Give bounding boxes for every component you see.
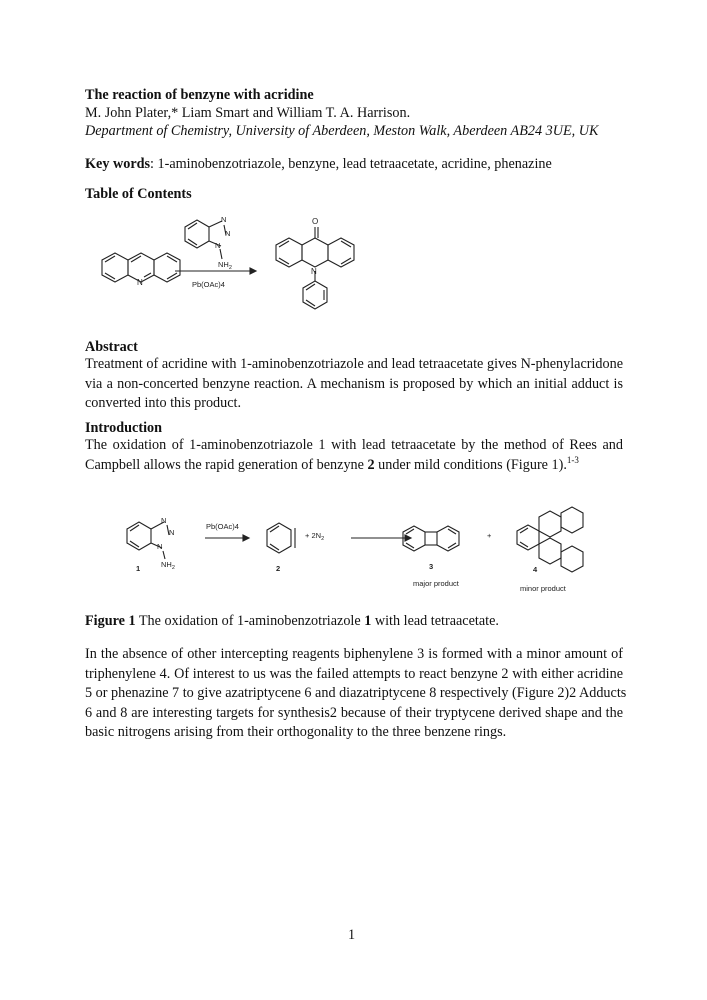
page-number: 1 [348,927,356,943]
figure1-reagent: Pb(OAc)4 [206,522,239,531]
svg-text:O: O [312,217,319,226]
svg-text:N: N [221,215,227,224]
svg-text:+: + [487,531,492,540]
body-paragraph: In the absence of other intercepting reagents biphenylene 3 is formed with a minor amount of triphenylene 4. Of interest to us was the failed attempts to react benzyne 2 with either acridine 5 or phenazine 7 to give azatriptycene 6 and diazatriptycene 8 respectively (Figure 2)2 Adducts 6 and 8 are interesting targets for synthesis2 because of their tryptycene derived shape and the basic nitrogens arising from their orthogonality to the three benzene rings. [85,646,627,741]
toc-reaction-scheme [80,205,380,330]
svg-text:2: 2 [276,564,281,573]
svg-text:NH2: $NH_2$ [161,560,175,571]
abstract-body: Treatment of acridine with 1-aminobenzotriazole and lead tetraacetate gives N-phenylacridone via a non-concerted benzyne reaction. A mechanism is proposed by which an initial adduct is converted into this product. [85,356,623,412]
major-product-label: major product [413,579,459,588]
acridine-n-atom: N [137,278,143,287]
toc-reagent-label: Pb(OAc)4 [192,280,225,289]
svg-text:N: N [225,229,231,238]
svg-text:N: N [311,267,317,276]
keywords [85,155,552,173]
svg-text:N: N [157,542,163,551]
svg-text:N: N [169,528,175,537]
abstract-heading: Abstract [85,339,138,355]
svg-text:3: 3 [429,562,434,571]
introduction-body: The oxidation of 1-aminobenzotriazole 1 with lead tetraacetate by the method of Rees and Campbell allows the rapid generation of benzyne 2 under mild conditions (Figure 1).$^{1-3}$ [85,437,623,473]
introduction-heading: Introduction [85,420,162,436]
toc-heading: Table of Contents [85,186,192,202]
figure1-scheme [115,505,595,600]
figure1-caption: Figure 1 The oxidation of 1-aminobenzotriazole 1 with lead tetraacetate. [85,613,499,629]
svg-text:NH2: $NH_2$ [218,260,232,271]
authors: M. John Plater,* Liam Smart and William T. A. Harrison. [85,105,411,121]
svg-text:4: 4 [533,565,538,574]
keywords-text: : 1-aminobenzotriazole, benzyne, lead tetraacetate, acridine, phenazine [150,156,552,172]
affiliation: Department of Chemistry, University of Aberdeen, Meston Walk, Aberdeen AB24 3UE, UK [85,123,599,139]
paper-title: The reaction of benzyne with acridine [85,87,314,103]
svg-text:1: 1 [136,564,141,573]
svg-text:+ 2N2: + $2N_2$ [305,531,325,542]
svg-text:N: N [161,516,167,525]
minor-product-label: minor product [520,584,566,593]
svg-text:N: N [215,241,221,250]
keywords-label: Key words [85,156,151,172]
